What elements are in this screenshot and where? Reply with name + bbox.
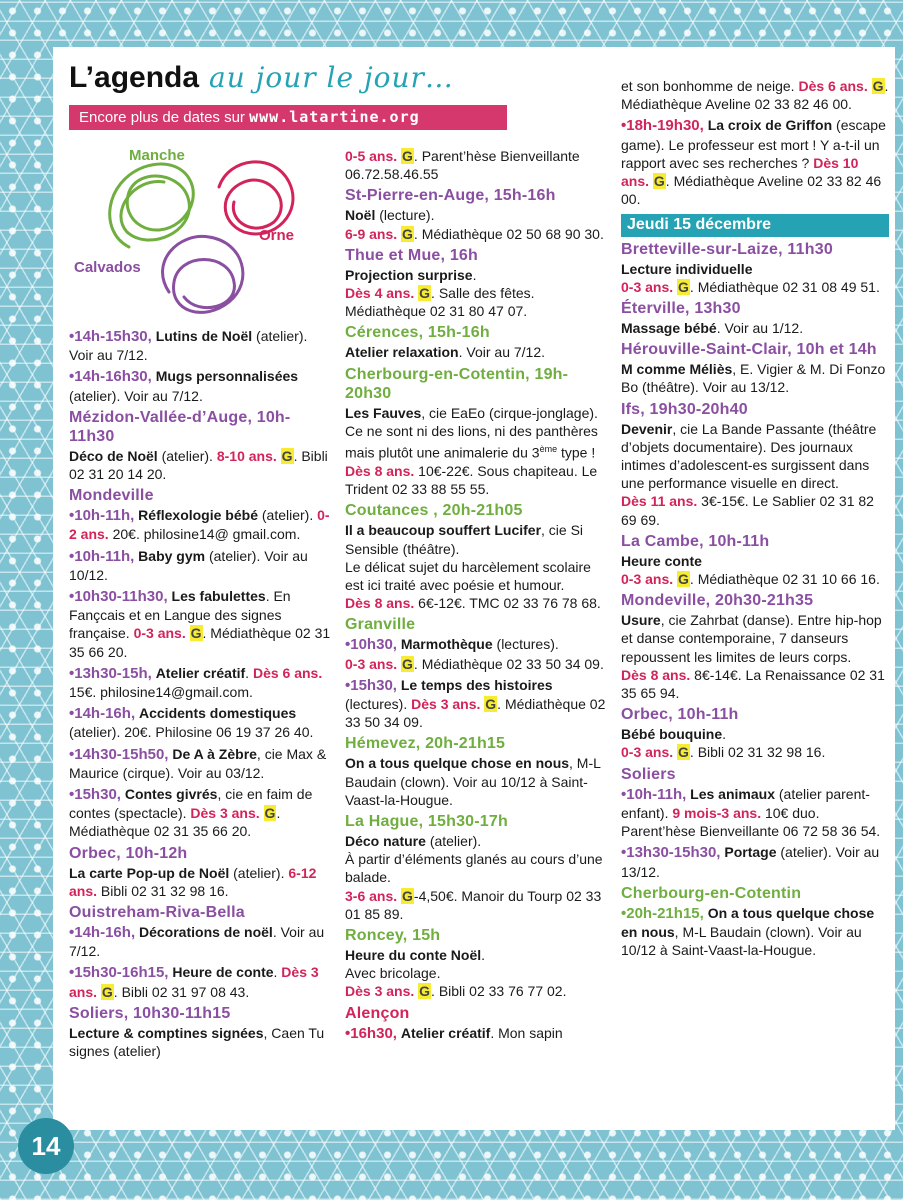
event-time: •16h30, xyxy=(345,1024,397,1042)
event-title: Les animaux xyxy=(690,785,775,802)
event-title: Bébé bouquine xyxy=(621,726,723,743)
event-title: On a tous quelque chose en nous xyxy=(345,755,570,772)
event-title: Noël xyxy=(345,207,376,224)
event-item: •13h30-15h, Atelier créatif. Dès 6 ans. 15€. philosine14@gmail.com. xyxy=(69,664,323,701)
free-badge: G xyxy=(101,983,113,1000)
event-title: Mugs personnalisées xyxy=(155,368,299,385)
event-title: Les fabulettes xyxy=(171,588,266,605)
event-time: •15h30-16h15, xyxy=(69,964,169,982)
event-details: et son bonhomme de neige. xyxy=(621,78,795,94)
event-time: •18h-19h30, xyxy=(621,117,704,135)
event-item xyxy=(69,506,331,543)
event-item xyxy=(345,147,607,183)
event-details: 6€-12€. TMC 02 33 76 78 68. xyxy=(418,595,601,612)
event-details: , cie Max & Maurice (cirque). Voir au 03/12. xyxy=(69,745,327,781)
city-heading: Alençon xyxy=(345,1004,410,1022)
event-details: . Mon sapin xyxy=(490,1024,563,1041)
event-details: . Médiathèque 02 31 10 66 16. xyxy=(689,571,880,588)
age-range: Dès 3 ans. xyxy=(190,805,260,822)
city-heading: Ouistreham-Riva-Bella xyxy=(69,904,245,922)
event-item xyxy=(69,1024,331,1060)
event-details: (atelier). xyxy=(261,507,314,524)
city-heading: Bretteville-sur-Laize, 11h30 xyxy=(621,240,833,258)
free-badge: G xyxy=(419,285,431,302)
website-banner[interactable] xyxy=(69,105,507,130)
event-details: (atelier). Voir au 10/12. xyxy=(69,547,308,583)
age-range: Dès 10 ans. xyxy=(621,154,859,190)
event-item xyxy=(69,745,331,782)
column-3 xyxy=(621,77,889,962)
event-item xyxy=(345,635,607,672)
free-badge: G xyxy=(402,148,413,164)
event-time: •10h-11h, xyxy=(69,547,135,565)
event-item xyxy=(345,1024,607,1043)
event-title: De A à Zèbre xyxy=(172,745,257,762)
city-heading: Mondeville, 20h30-21h35 xyxy=(621,592,814,610)
event-time: •14h30-15h50, xyxy=(69,745,169,763)
event-details: , M-L Baudain (clown). Voir au 10/12 à Saint-Vaast-la-Hougue. xyxy=(345,755,601,808)
event-title: La carte Pop-up de Noël xyxy=(69,864,230,881)
free-badge: G xyxy=(485,695,497,712)
event-time: •14h-16h30, xyxy=(69,368,152,386)
city-heading: Roncey, 15h xyxy=(345,926,441,944)
event-time: •10h30-11h30, xyxy=(69,588,168,606)
event-time: •13h30-15h, xyxy=(69,664,152,682)
event-time: •20h-21h15, xyxy=(621,904,704,922)
event-time: •14h-16h, xyxy=(69,924,136,942)
event-details: 8€-14€. La Renaissance 02 31 35 65 94. xyxy=(621,666,885,702)
day-heading: Jeudi 15 décembre xyxy=(621,214,889,236)
event-item xyxy=(621,319,889,337)
event-details: . Parent’hèse Bienveillante 06.72.58.46.55 xyxy=(345,148,580,183)
event-item: Projection surprise. Dès 4 ans. G. Salle des fêtes. Médiathèque 02 31 80 47 07. xyxy=(345,266,535,320)
free-badge: G xyxy=(678,278,689,295)
event-details: À partir d’éléments glanés au cours d’une balade. xyxy=(345,851,603,886)
age-range: Dès 6 ans. xyxy=(252,664,323,681)
age-range: 6-12 ans. xyxy=(69,864,317,899)
event-details: Avec bricolage. xyxy=(345,965,441,982)
free-badge: G xyxy=(872,78,884,94)
event-details: (atelier). xyxy=(161,447,213,464)
event-details: . Médiathèque 02 33 50 34 09. xyxy=(345,695,606,731)
event-time: •10h-11h, xyxy=(621,785,687,803)
event-details: . Médiathèque 02 31 08 49 51. xyxy=(689,278,880,295)
event-title: Réflexologie bébé xyxy=(138,507,258,524)
event-details: (atelier). xyxy=(233,864,285,881)
city-heading: La Cambe, 10h-11h xyxy=(621,532,770,550)
page-title xyxy=(69,61,454,95)
event-details: . Médiathèque Aveline 02 33 82 46 00. xyxy=(621,173,882,208)
age-range: Dès 3 ans. xyxy=(411,695,481,712)
event-item xyxy=(345,946,607,1001)
event-title: Heure du conte Noël xyxy=(345,946,482,963)
age-range: 9 mois-3 ans. xyxy=(672,804,762,821)
event-item xyxy=(345,521,607,612)
superscript: ème xyxy=(539,444,558,455)
event-details: Le délicat sujet du harcèlement scolaire est ici traité avec poésie et humour. xyxy=(345,558,591,593)
event-title: Atelier créatif xyxy=(400,1024,491,1041)
event-details: . Bibli 02 31 32 98 16. xyxy=(689,744,826,761)
age-range: 0-3 ans. xyxy=(621,278,674,295)
event-details: . Médiathèque 02 50 68 90 30. xyxy=(413,225,604,242)
event-details: , E. Vigier & M. Di Fonzo Bo (théâtre). Voir au 13/12. xyxy=(621,361,886,396)
city-heading: Hérouville-Saint-Clair, 10h et 14h xyxy=(621,341,877,359)
column-2 xyxy=(345,147,607,1046)
city-heading: Mondeville xyxy=(69,487,154,505)
event-details: 3€-15€. Le Sablier 02 31 82 69 69. xyxy=(621,493,874,528)
event-title: Déco nature xyxy=(345,832,426,849)
event-item xyxy=(345,343,607,361)
event-title: Atelier créatif xyxy=(155,664,246,681)
city-heading: Thue et Mue, 16h xyxy=(345,246,478,264)
event-title: M comme Méliès xyxy=(621,361,733,378)
event-details: 10€-22€. Sous chapiteau. Le Trident 02 33 88 55 55. xyxy=(345,462,598,498)
event-title: On a tous quelque chose en nous xyxy=(621,904,875,940)
age-range: 6-9 ans. xyxy=(345,225,398,242)
event-item xyxy=(621,116,889,208)
event-item xyxy=(621,260,889,296)
title-script: au jour le jour… xyxy=(209,61,454,94)
event-item xyxy=(621,77,889,113)
event-time: •15h30, xyxy=(345,676,397,694)
city-heading: Cherbourg-en-Cotentin xyxy=(621,884,802,902)
age-range: Dès 11 ans. xyxy=(621,493,698,510)
event-title: Baby gym xyxy=(138,547,206,564)
event-item xyxy=(69,864,331,900)
banner-text: Encore plus de dates sur xyxy=(79,109,245,126)
city-heading: Mézidon-Vallée-d’Auge, 10h-11h30 xyxy=(69,408,291,445)
column-1 xyxy=(69,327,331,1063)
event-item xyxy=(69,367,331,404)
free-badge: G xyxy=(281,447,293,464)
event-details: (lectures). xyxy=(345,695,408,712)
age-range: 8-10 ans. xyxy=(216,447,277,464)
city-heading: Cérences, 15h-16h xyxy=(345,324,490,342)
event-time: •14h-16h, xyxy=(69,705,136,723)
event-title: Devenir xyxy=(621,420,673,437)
event-title: La croix de Griffon xyxy=(707,117,833,134)
free-badge: G xyxy=(678,571,689,588)
event-details: type ! xyxy=(560,444,596,461)
page-number: 14 xyxy=(18,1118,74,1174)
age-range: 3-6 ans. xyxy=(345,887,398,904)
age-range: Dès 3 ans. xyxy=(345,983,415,1000)
event-details: , Caen Tu signes (atelier) xyxy=(69,1024,325,1060)
age-range: Dès 8 ans. xyxy=(621,666,691,683)
event-details: Bibli 02 31 32 98 16. xyxy=(100,882,229,899)
free-badge: G xyxy=(419,983,431,1000)
event-item xyxy=(69,704,331,741)
agenda-page xyxy=(53,47,895,1130)
event-item: •15h30-16h15, Heure de conte. Dès 3 ans. G. Bibli 02 31 97 08 43. xyxy=(69,964,319,1000)
event-details: (lecture). xyxy=(379,207,435,224)
age-range: 0-3 ans. xyxy=(621,571,674,588)
event-title: Lutins de Noël xyxy=(155,328,253,344)
city-heading: Hémevez, 20h-21h15 xyxy=(345,735,506,753)
event-title: Les Fauves xyxy=(345,404,422,421)
age-range: 0-3 ans. xyxy=(345,655,398,672)
age-range: Dès 3 ans. xyxy=(69,964,319,1000)
event-item xyxy=(621,420,889,529)
event-details: -4,50€. Manoir du Tourp 02 33 01 85 89. xyxy=(345,887,602,922)
city-heading: Ifs, 19h30-20h40 xyxy=(621,400,748,418)
event-title: Contes givrés xyxy=(124,786,218,803)
title-text: L’agenda xyxy=(69,61,200,94)
event-item xyxy=(621,785,889,841)
event-item: Bébé bouquine. 0-3 ans. G. Bibli 02 31 32 98 16. xyxy=(621,726,826,761)
city-heading: La Hague, 15h30-17h xyxy=(345,812,508,830)
event-title: Usure xyxy=(621,612,661,629)
event-details: (atelier). xyxy=(429,832,482,849)
event-title: Déco de Noël xyxy=(69,447,158,464)
banner-link[interactable]: www.latartine.org xyxy=(249,108,420,126)
event-title: Lecture & comptines signées xyxy=(69,1024,264,1041)
event-details: . En Fançcais et en Langue des signes française. xyxy=(69,588,291,642)
event-time: •10h-11h, xyxy=(69,507,135,525)
event-details: . Médiathèque 02 33 50 34 09. xyxy=(413,655,604,672)
event-details: . Salle des fêtes. Médiathèque 02 31 80 47 07. xyxy=(345,285,535,320)
event-title: Il a beaucoup souffert Lucifer xyxy=(345,522,542,539)
free-badge: G xyxy=(678,744,689,761)
event-details: . Médiathèque Aveline 02 33 82 46 00. xyxy=(621,78,889,113)
event-item xyxy=(621,611,889,702)
event-time: •10h30, xyxy=(345,636,397,654)
age-range: Dès 8 ans. xyxy=(345,595,415,612)
event-details: . Médiathèque 02 31 35 66 20. xyxy=(69,625,331,660)
age-range: Dès 6 ans. xyxy=(798,78,868,94)
event-item xyxy=(69,587,331,661)
event-details: . Voir au 1/12. xyxy=(716,320,804,337)
free-badge: G xyxy=(402,655,413,672)
event-title: Portage xyxy=(724,844,777,861)
event-item xyxy=(621,552,889,588)
city-heading: Coutances , 20h-21h05 xyxy=(345,502,523,520)
event-details: , cie en faim de contes (spectacle). xyxy=(69,786,313,822)
event-item xyxy=(345,206,607,242)
event-item xyxy=(345,754,607,809)
event-item xyxy=(345,404,607,499)
event-item xyxy=(69,547,331,584)
city-heading: Orbec, 10h-12h xyxy=(69,844,188,862)
event-details: (lectures). xyxy=(496,636,559,653)
event-details: 20€. philosine14@ gmail.com. xyxy=(112,526,301,543)
age-range: 0-2 ans. xyxy=(69,507,330,543)
age-range: 0-3 ans. xyxy=(133,625,186,642)
event-time: •13h30-15h30, xyxy=(621,844,721,862)
event-item xyxy=(345,676,607,732)
event-details: , cie EaEo (cirque-jonglage). Ce ne sont ni des lions, ni des panthères mais plutôt une animalerie du 3 xyxy=(345,404,598,461)
event-item xyxy=(621,904,889,960)
event-title: Heure de conte xyxy=(172,964,274,981)
city-heading: Soliers, 10h30-11h15 xyxy=(69,1004,231,1022)
event-details: (atelier). Voir au 13/12. xyxy=(621,844,880,880)
event-details: (atelier parent- enfant). xyxy=(621,785,870,821)
event-title: Le temps des histoires xyxy=(400,676,553,693)
city-heading: Orbec, 10h-11h xyxy=(621,706,739,724)
event-details: (escape game). Le professeur est mort ! Y a-t-il un rapport avec ses recherches ? xyxy=(621,117,886,171)
event-item xyxy=(69,447,331,483)
event-details: 10€ duo. Parent’hèse Bienveillante 06 72 58 36 54. xyxy=(621,804,881,840)
event-details: . Voir au 7/12. xyxy=(69,924,325,960)
age-range: 0-5 ans. xyxy=(345,148,398,164)
event-title: Atelier relaxation xyxy=(345,344,459,361)
event-title: Massage bébé xyxy=(621,320,717,337)
map-label-calvados: Calvados xyxy=(74,259,141,276)
event-item xyxy=(621,360,889,396)
event-details: . Médiathèque 02 31 35 66 20. xyxy=(69,805,281,840)
event-item xyxy=(69,923,331,960)
age-range: Dès 8 ans. xyxy=(345,462,415,479)
city-heading: Éterville, 13h30 xyxy=(621,300,741,318)
age-range: 0-3 ans. xyxy=(621,744,674,761)
event-details: (atelier). Voir au 7/12. xyxy=(69,328,308,364)
free-badge: G xyxy=(190,625,202,642)
event-title: Lecture individuelle xyxy=(621,260,753,277)
event-details: . Bibli 02 33 76 77 02. xyxy=(431,983,567,1000)
map-label-manche: Manche xyxy=(129,147,185,164)
free-badge: G xyxy=(264,805,276,822)
event-title: Heure conte xyxy=(621,552,702,569)
event-time: •14h-15h30, xyxy=(69,328,152,345)
age-range: Dès 4 ans. xyxy=(345,285,415,302)
free-badge: G xyxy=(402,225,413,242)
event-title: Marmothèque xyxy=(400,636,493,653)
region-map-illustration xyxy=(69,142,331,332)
event-item xyxy=(621,843,889,880)
event-item xyxy=(69,327,331,364)
map-label-orne: Orne xyxy=(259,227,295,244)
event-details: , cie Zahrbat (danse). Entre hip-hop et danse contemporaine, 7 danseurs repoussent les limites de leurs corps. xyxy=(621,612,882,665)
event-title: Projection surprise xyxy=(345,266,473,283)
event-item xyxy=(345,832,607,923)
event-details: (atelier). Voir au 7/12. xyxy=(69,387,203,404)
free-badge: G xyxy=(402,887,413,904)
city-heading: Soliers xyxy=(621,765,676,783)
event-details: , M-L Baudain (clown). Voir au 10/12 à Saint-Vaast-la-Hougue. xyxy=(621,923,862,959)
event-details: , cie Si Sensible (théâtre). xyxy=(345,522,584,557)
event-details: 15€. philosine14@gmail.com. xyxy=(69,684,253,701)
event-item xyxy=(69,785,331,841)
event-details: . xyxy=(481,946,486,963)
city-heading: St-Pierre-en-Auge, 15h-16h xyxy=(345,187,556,205)
city-heading: Cherbourg-en-Cotentin, 19h-20h30 xyxy=(345,365,569,402)
event-details: . Voir au 7/12. xyxy=(458,344,546,361)
free-badge: G xyxy=(653,173,665,190)
event-details: . Bibli 02 31 20 14 20. xyxy=(69,447,328,483)
event-details: , cie La Bande Passante (théâtre d’objets documentaire). Des journaux intimes d’adolescent-es surgissent dans une performance visuelle en direct. xyxy=(621,420,877,492)
event-title: Décorations de noël xyxy=(139,924,273,941)
city-heading: Granville xyxy=(345,616,416,634)
event-time: •15h30, xyxy=(69,786,121,804)
event-title: Accidents domestiques xyxy=(139,705,297,722)
event-details: . Bibli 02 31 97 08 43. xyxy=(113,983,250,1000)
event-details: (atelier). 20€. Philosine 06 19 37 26 40. xyxy=(69,724,314,741)
